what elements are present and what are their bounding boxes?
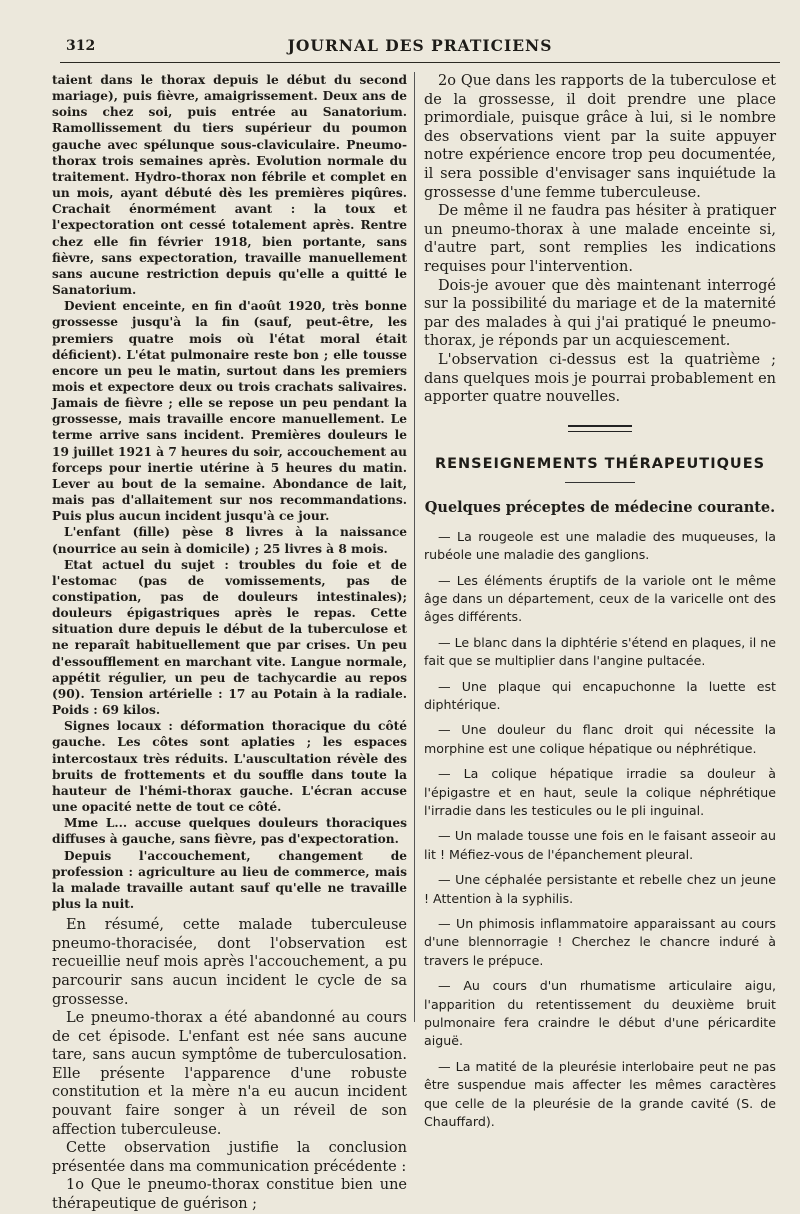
precept: — Une douleur du flanc droit qui nécessite la morphine est une colique hépatique ou néphrétique. — [424, 722, 776, 756]
paragraph: Devient enceinte, en fin d'août 1920, très bonne grossesse jusqu'à la fin (sauf, peut-être, les premiers quatre mois où l'état moral était déficient). L'état pulmonaire reste bon ; elle tousse encore un peu le matin, surtout dans les premiers mois et expectore deux ou trois crachats salivaires. Jamais de fièvre ; elle se repose un peu pendant la grossesse, mais travaille encore manuellement. Le terme arrive sans incident. Premières douleurs le 19 juillet 1921 à 7 heures du soir, accouchement au forceps pour inertie utérine à 5 heures du matin. Lever au bout de la semaine. Abondance de lait, mais pas d'allaitement sur nos recommandations. Puis plus aucun incident jusqu'à ce jour. — [52, 299, 407, 524]
precept: — Un phimosis inflammatoire apparaissant au cours d'une blennorragie ! Cherchez le chancre induré à travers le prépuce. — [424, 916, 776, 968]
paragraph: En résumé, cette malade tuberculeuse pneumo-thoracisée, dont l'observation est recueillie neuf mois après l'accouchement, a pu parcourir sans aucun incident le cycle de sa grossesse. — [52, 917, 407, 1008]
page-header — [60, 32, 780, 63]
observation-details — [52, 72, 407, 912]
section-title: RENSEIGNEMENTS THÉRAPEUTIQUES — [434, 455, 766, 472]
right-column — [424, 72, 776, 1130]
paragraph: Dois-je avouer que dès maintenant interrogé sur la possibilité du mariage et de la maternité par des malades à qui j'ai pratiqué le pneumo-thorax, je réponds par un acquiescement. — [424, 277, 776, 350]
precept: — La colique hépatique irradie sa douleur à l'épigastre et en haut, seule la colique néphrétique l'irradie dans les testicules ou le pli inguinal. — [424, 766, 776, 818]
precept: — Les éléments éruptifs de la variole ont le même âge dans un département, ceux de la varicelle ont des âges différents. — [424, 572, 776, 625]
paragraph: Cette observation justifie la conclusion présentée dans ma communication précédente : — [52, 1140, 407, 1175]
paragraph: Depuis l'accouchement, changement de profession : agriculture au lieu de commerce, mais la malade travaille autant sauf qu'elle ne travaille plus la nuit. — [52, 848, 407, 911]
summary-text — [52, 916, 407, 1214]
left-column — [52, 72, 407, 1213]
paragraph: L'enfant (fille) pèse 8 livres à la naissance (nourrice au sein à domicile) ; 25 livres à 8 mois. — [52, 525, 407, 556]
precept: — La rougeole est une maladie des muqueuses, la rubéole une maladie des ganglions. — [424, 528, 776, 563]
section-subtitle: Quelques préceptes de médecine courante. — [424, 498, 776, 516]
column-divider — [414, 72, 415, 1022]
paragraph: 1o Que le pneumo-thorax constitue bien une thérapeutique de guérison ; — [52, 1177, 407, 1213]
paragraph: Signes locaux : déformation thoracique du côté gauche. Les côtes sont aplaties ; les espaces intercostaux très réduits. L'auscultation révèle des bruits de frottements et du souffle dans toute la hauteur de l'hémi-thorax gauche. L'écran accuse une opacité nette de tout ce côté. — [52, 719, 407, 815]
conclusion-text — [424, 72, 776, 407]
paragraph: Mme L... accuse quelques douleurs thoraciques diffuses à gauche, sans fièvre, pas d'expectoration. — [52, 816, 407, 847]
precept: — Une céphalée persistante et rebelle chez un jeune ! Attention à la syphilis. — [424, 872, 776, 906]
precepts-list — [424, 528, 776, 1132]
paragraph: taient dans le thorax depuis le début du second mariage), puis fièvre, amaigrissement. Deux ans de soins chez soi, puis entrée au Sanatorium. Ramollissement du tiers supérieur du poumon gauche avec spélunque sous-claviculaire. Pneumo-thorax trois semaines après. Evolution normale du traitement. Hydro-thorax non fébrile et complet en un mois, ayant débuté dès les premières piqûres. Crachait énormément avant : la toux et l'expectoration ont cessé totalement après. Rentre chez elle fin février 1918, bien portante, sans fièvre, sans expectoration, travaille manuellement sans aucune restriction depuis qu'elle a quitté le Sanatorium. — [52, 73, 407, 298]
precept: — La matité de la pleurésie interlobaire peut ne pas être suspendue mais affecter les mêmes caractères que celle de la pleurésie de la grande cavité (S. de Chauffard). — [424, 1058, 776, 1130]
paragraph: L'observation ci-dessus est la quatrième ; dans quelques mois je pourrai probablement en apporter quatre nouvelles. — [424, 351, 776, 406]
page-number: 312 — [66, 38, 96, 54]
journal-title: JOURNAL DES PRATICIENS — [287, 36, 553, 55]
paragraph: Le pneumo-thorax a été abandonné au cours de cet épisode. L'enfant est née sans aucune tare, sans aucun symptôme de tuberculosation. Elle présente l'apparence d'une robuste constitution et la mère n'a eu aucun incident pouvant faire songer à un réveil de son affection tuberculeuse. — [52, 1010, 407, 1138]
section-separator — [568, 425, 632, 432]
precept: — Un malade tousse une fois en le faisant asseoir au lit ! Méfiez-vous de l'épanchement pleural. — [424, 828, 776, 862]
title-underline — [565, 482, 635, 483]
precept: — Une plaque qui encapuchonne la luette est diphtérique. — [424, 678, 776, 712]
precept: — Le blanc dans la diphtérie s'étend en plaques, il ne fait que se multiplier dans l'angine pultacée. — [424, 634, 776, 669]
precept: — Au cours d'un rhumatisme articulaire aigu, l'apparition du retentissement du deuxième bruit pulmonaire fera craindre le début d'une péricardite aiguë. — [424, 978, 776, 1049]
paragraph: 2o Que dans les rapports de la tuberculose et de la grossesse, il doit prendre une place primordiale, puisque grâce à lui, si le nombre des observations vient par la suite appuyer notre expérience encore trop peu documentée, il sera possible d'envisager sans inquiétude la grossesse d'une femme tuberculeuse. — [424, 73, 776, 201]
paragraph: Etat actuel du sujet : troubles du foie et de l'estomac (pas de vomissements, pas de constipation, pas de douleurs intestinales); douleurs épigastriques après le repas. Cette situation dure depuis le début de la tuberculose et ne reparaît habituellement que par crises. Un peu d'essoufflement en marchant vite. Langue normale, appétit régulier, un peu de tachycardie au repos (90). Tension artérielle : 17 au Potain à la radiale. Poids : 69 kilos. — [52, 557, 407, 718]
paragraph: De même il ne faudra pas hésiter à pratiquer un pneumo-thorax à une malade enceinte si, d'autre part, sont remplies les indications requises pour l'intervention. — [424, 203, 776, 275]
